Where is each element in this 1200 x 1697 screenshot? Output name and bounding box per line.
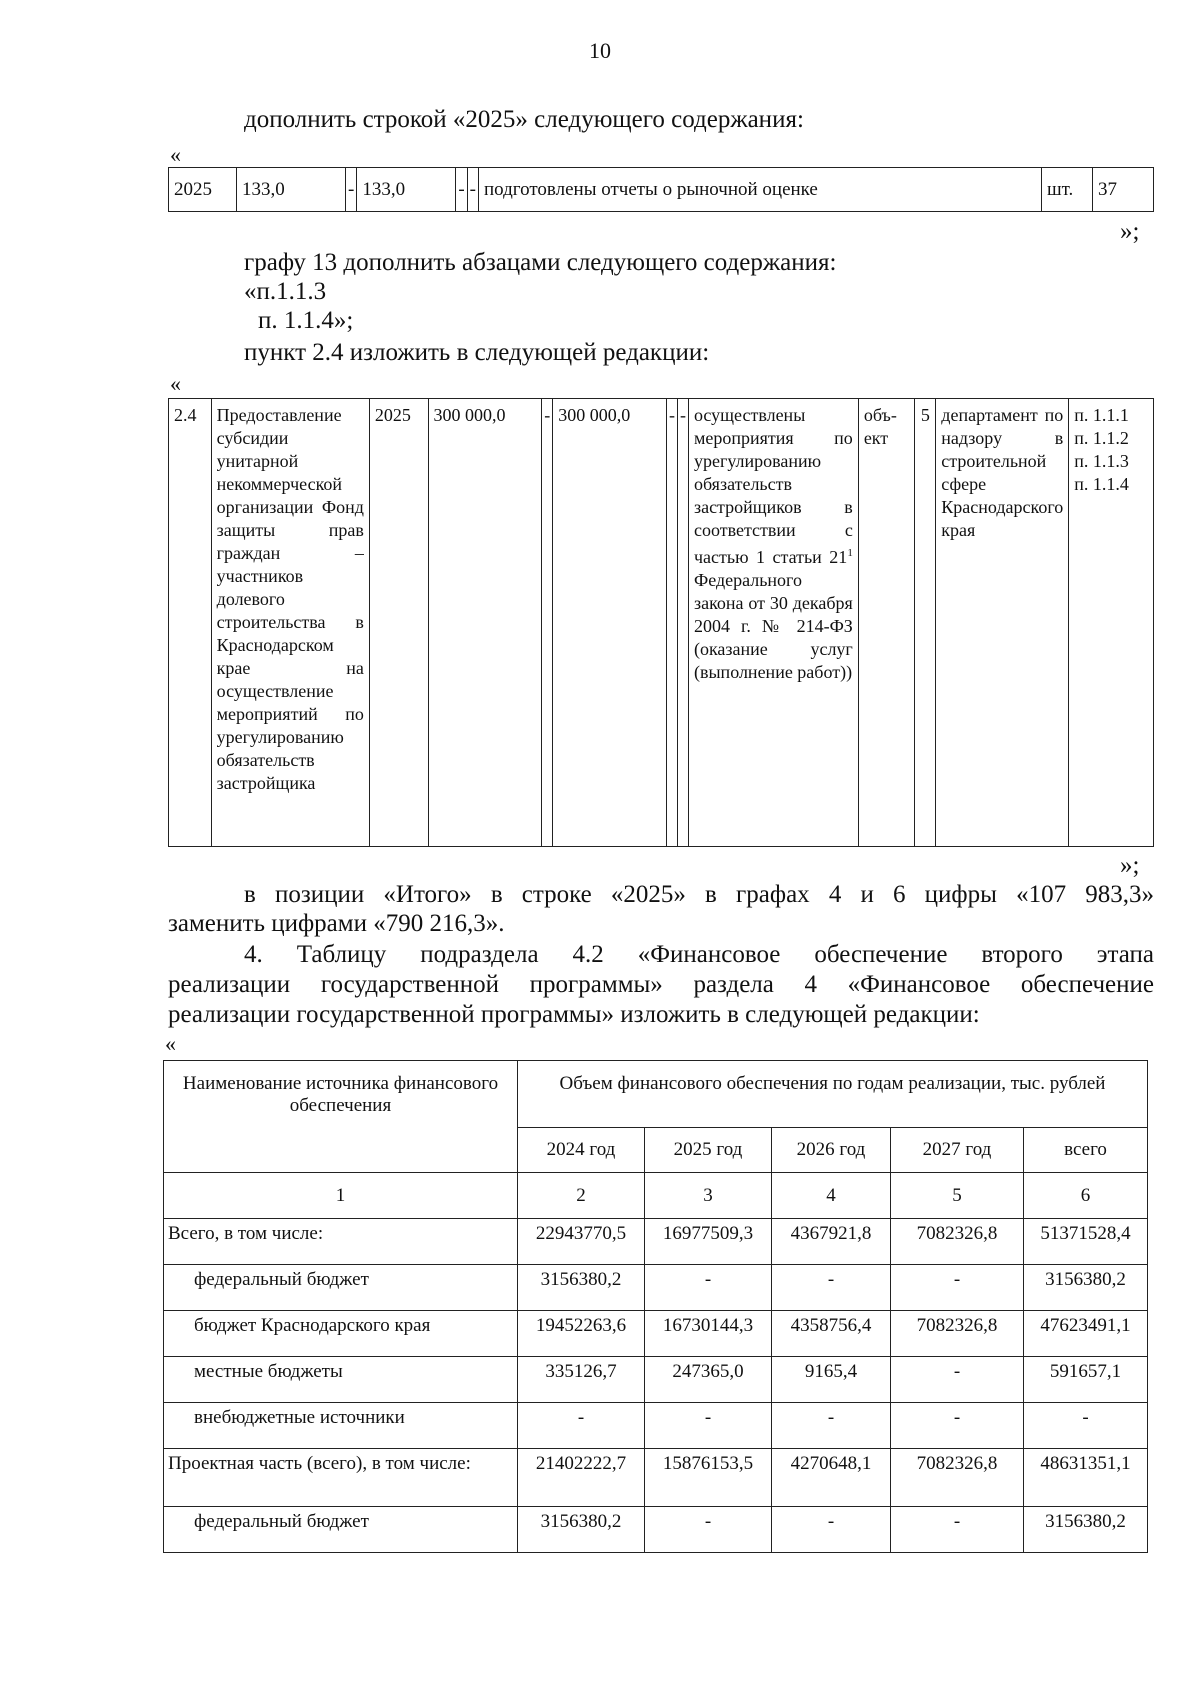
row-2025-table	[168, 167, 1154, 212]
header-source: Наименование источника финансового обеспечения	[164, 1061, 518, 1173]
row-value: 16977509,3	[645, 1219, 772, 1265]
paragraph-column13: графу 13 дополнить абзацами следующего содержания:	[244, 249, 837, 276]
column-number: 5	[891, 1173, 1024, 1219]
ref-item: п. 1.1.1	[1074, 405, 1129, 425]
row-value: 3156380,2	[518, 1507, 645, 1553]
header-total: всего	[1024, 1128, 1148, 1173]
cell-result: подготовлены отчеты о рыночной оценке	[478, 168, 1041, 212]
column-number: 3	[645, 1173, 772, 1219]
row-value: 9165,4	[772, 1357, 891, 1403]
table-row	[164, 1449, 1148, 1507]
row-value: 15876153,5	[645, 1449, 772, 1507]
row-value: -	[891, 1403, 1024, 1449]
table-header-row	[164, 1061, 1148, 1128]
header-year: 2025 год	[645, 1128, 772, 1173]
row-value: 16730144,3	[645, 1311, 772, 1357]
table-row	[164, 1265, 1148, 1311]
row-label: Проектная часть (всего), в том числе:	[164, 1449, 518, 1507]
row-value: 335126,7	[518, 1357, 645, 1403]
paragraph-itogo: в позиции «Итого» в строке «2025» в графах 4 и 6 цифры «107 983,3»	[244, 881, 1154, 908]
row-value: 591657,1	[1024, 1357, 1148, 1403]
paragraph-point24: пункт 2.4 изложить в следующей редакции:	[244, 339, 710, 366]
row-value: -	[772, 1403, 891, 1449]
cell-department: департамент по надзору в строительной сфере Краснодарского края	[936, 399, 1069, 847]
row-value: -	[891, 1265, 1024, 1311]
paragraph-section4-cont: реализации государственной программы» раздела 4 «Финансовое обеспечение	[168, 971, 1154, 998]
ref-item: п. 1.1.4	[1074, 474, 1129, 494]
close-quote: »;	[1120, 218, 1140, 245]
row-value: 247365,0	[645, 1357, 772, 1403]
row-value: 4367921,8	[772, 1219, 891, 1265]
cell-value: 133,0	[357, 168, 456, 212]
row-value: 4270648,1	[772, 1449, 891, 1507]
paragraph-section4-end: реализации государственной программы» изложить в следующей редакции:	[168, 1001, 980, 1028]
header-year: 2026 год	[772, 1128, 891, 1173]
row-value: -	[772, 1265, 891, 1311]
table-row	[164, 1507, 1148, 1553]
row-value: -	[772, 1507, 891, 1553]
row-label: местные бюджеты	[164, 1357, 518, 1403]
page-number: 10	[589, 38, 611, 63]
cell-year: 2025	[369, 399, 428, 847]
row-value: -	[645, 1507, 772, 1553]
cell-dash: -	[677, 399, 688, 847]
cell-year: 2025	[169, 168, 237, 212]
row-label: Всего, в том числе:	[164, 1219, 518, 1265]
paragraph-ref-113: «п.1.1.3	[244, 278, 327, 305]
cell-number: 2.4	[169, 399, 212, 847]
row-value: 51371528,4	[1024, 1219, 1148, 1265]
ref-item: п. 1.1.2	[1074, 428, 1129, 448]
cell-dash: -	[346, 168, 357, 212]
row-value: 3156380,2	[518, 1265, 645, 1311]
paragraph-section4: 4. Таблицу подраздела 4.2 «Финансовое обеспечение второго этапа	[244, 941, 1154, 968]
open-quote: «	[165, 1031, 176, 1056]
row-value: 7082326,8	[891, 1311, 1024, 1357]
row-value: 19452263,6	[518, 1311, 645, 1357]
row-value: -	[891, 1357, 1024, 1403]
row-value: 48631351,1	[1024, 1449, 1148, 1507]
row-value: -	[645, 1265, 772, 1311]
footnote-sup: 1	[847, 547, 853, 559]
cell-total: 300 000,0	[428, 399, 542, 847]
paragraph-add-row: дополнить строкой «2025» следующего содержания:	[244, 106, 804, 133]
row-label: федеральный бюджет	[164, 1507, 518, 1553]
cell-unit: шт.	[1042, 168, 1093, 212]
column-number: 4	[772, 1173, 891, 1219]
row-label: внебюджетные источники	[164, 1403, 518, 1449]
open-quote: «	[170, 142, 181, 167]
paragraph-ref-114: п. 1.1.4»;	[258, 307, 354, 334]
row-value: 21402222,7	[518, 1449, 645, 1507]
cell-name: Предоставление субсидии унитарной некоммерческой организации Фонд защиты прав граждан – участников долевого строительства в Краснодарском крае на осуществление мероприятий по урегулированию обязательств застройщика	[211, 399, 369, 847]
paragraph-replace: заменить цифрами «790 216,3».	[168, 910, 505, 937]
row-value: 7082326,8	[891, 1219, 1024, 1265]
row-value: 4358756,4	[772, 1311, 891, 1357]
row-value: 47623491,1	[1024, 1311, 1148, 1357]
header-year: 2024 год	[518, 1128, 645, 1173]
row-value: -	[891, 1507, 1024, 1553]
cell-dash: -	[467, 168, 478, 212]
table-row	[169, 399, 1154, 847]
table-row	[164, 1219, 1148, 1265]
row-value: 22943770,5	[518, 1219, 645, 1265]
cell-dash: -	[666, 399, 677, 847]
row-value: -	[645, 1403, 772, 1449]
result-text-cont: Федерального закона от 30 декабря 2004 г. № 214-ФЗ (оказание услуг (выполнение работ))	[693, 570, 853, 682]
cell-dash: -	[456, 168, 467, 212]
column-number: 2	[518, 1173, 645, 1219]
result-text: осуществлены мероприятия по урегулированию обязательств застройщиков в соответствии с частью 1 статьи 21	[693, 405, 853, 567]
table-row	[164, 1311, 1148, 1357]
table-row	[169, 168, 1154, 212]
row-value: -	[518, 1403, 645, 1449]
row-value: 3156380,2	[1024, 1507, 1148, 1553]
row-value: 7082326,8	[891, 1449, 1024, 1507]
column-number-row	[164, 1173, 1148, 1219]
header-volume: Объем финансового обеспечения по годам реализации, тыс. рублей	[518, 1061, 1148, 1128]
cell-dash: -	[542, 399, 553, 847]
table-row	[164, 1357, 1148, 1403]
table-row	[164, 1403, 1148, 1449]
row-label: федеральный бюджет	[164, 1265, 518, 1311]
cell-unit: объ-ект	[858, 399, 915, 847]
cell-count: 5	[915, 399, 936, 847]
cell-result	[688, 399, 858, 847]
ref-item: п. 1.1.3	[1074, 451, 1129, 471]
column-number: 6	[1024, 1173, 1148, 1219]
cell-refs	[1069, 399, 1154, 847]
cell-regional: 300 000,0	[553, 399, 667, 847]
open-quote: «	[170, 371, 181, 396]
row-label: бюджет Краснодарского края	[164, 1311, 518, 1357]
row-value: -	[1024, 1403, 1148, 1449]
row-value: 3156380,2	[1024, 1265, 1148, 1311]
financing-table	[163, 1060, 1148, 1553]
column-number: 1	[164, 1173, 518, 1219]
header-year: 2027 год	[891, 1128, 1024, 1173]
close-quote: »;	[1120, 852, 1140, 879]
point-24-table	[168, 398, 1154, 847]
cell-count: 37	[1093, 168, 1154, 212]
cell-value: 133,0	[237, 168, 346, 212]
